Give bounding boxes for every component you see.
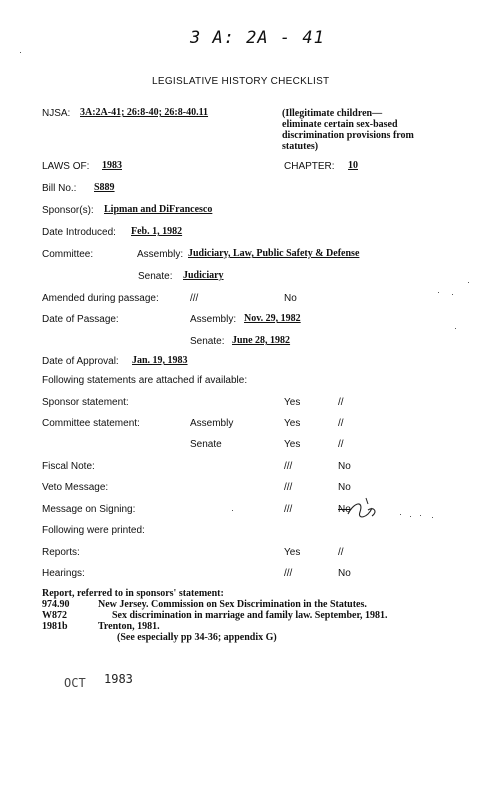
committee-statement-assembly: Assembly [190,418,234,429]
report-code: W872 [42,610,67,621]
sponsors-label: Sponsor(s): [42,205,94,216]
committee-assembly-value: Judiciary, Law, Public Safety & Defense [188,248,360,259]
description-line-4: statutes) [282,141,319,152]
scan-speck [400,514,401,515]
date-introduced-label: Date Introduced: [42,227,116,238]
scan-speck [432,517,433,518]
veto-message-answer: No [338,482,351,493]
report-heading: Report, referred to in sponsors' statement: [42,588,224,599]
scan-speck [452,294,453,295]
scan-speck [438,292,439,293]
report-text: Trenton, 1981. [98,621,160,632]
signing-message-mark: /// [284,504,293,515]
report-code: 974.90 [42,599,70,610]
handwritten-reference: 3 A: 2A - 41 [190,28,325,48]
scan-speck [420,515,421,516]
scan-speck [455,328,456,329]
description-line-3: discrimination provisions from [282,130,414,141]
veto-message-label: Veto Message: [42,482,109,493]
fiscal-note-mark: /// [284,461,293,472]
committee-statement-senate-mark: // [338,439,344,450]
scan-speck [468,282,469,283]
scan-speck [232,510,233,511]
passage-senate-label: Senate: [190,336,225,347]
amended-value: No [284,293,297,304]
report-text: New Jersey. Commission on Sex Discrimination in the Statutes. [98,599,367,610]
scan-speck [410,516,411,517]
reports-mark: // [338,547,344,558]
fiscal-note-label: Fiscal Note: [42,461,95,472]
signing-message-answer: No [338,504,351,515]
committee-senate-value: Judiciary [183,270,224,281]
committee-statement-assembly-answer: Yes [284,418,301,429]
amended-label: Amended during passage: [42,293,159,304]
sponsor-statement-mark: // [338,397,344,408]
report-code: 1981b [42,621,68,632]
committee-statement-senate: Senate [190,439,222,450]
sponsor-statement-answer: Yes [284,397,301,408]
signing-message-label: Message on Signing: [42,504,136,515]
date-introduced-value: Feb. 1, 1982 [131,226,183,237]
stamp-year: 1983 [104,672,133,686]
bill-no-value: S889 [94,182,115,193]
report-note: (See especially pp 34-36; appendix G) [117,632,277,643]
laws-of-value: 1983 [102,160,122,171]
description-line-2: eliminate certain sex-based [282,119,398,130]
hearings-answer: No [338,568,351,579]
handwritten-scribble-icon [342,494,384,524]
committee-statement-label: Committee statement: [42,418,140,429]
laws-of-label: LAWS OF: [42,161,90,172]
approval-value: Jan. 19, 1983 [132,355,188,366]
amended-mark: /// [190,293,199,304]
approval-label: Date of Approval: [42,356,119,367]
sponsor-statement-label: Sponsor statement: [42,397,129,408]
chapter-value: 10 [348,160,358,171]
njsa-value: 3A:2A-41; 26:8-40; 26:8-40.11 [80,107,209,118]
bill-no-label: Bill No.: [42,183,77,194]
passage-senate-value: June 28, 1982 [232,335,291,346]
report-text: Sex discrimination in marriage and family law. September, 1981. [112,610,388,621]
committee-label: Committee: [42,249,94,260]
following-printed-label: Following were printed: [42,525,145,536]
reports-label: Reports: [42,547,80,558]
njsa-label: NJSA: [42,108,71,119]
committee-senate-label: Senate: [138,271,173,282]
following-statements-label: Following statements are attached if available: [42,375,248,386]
hearings-label: Hearings: [42,568,85,579]
chapter-label: CHAPTER: [284,161,335,172]
committee-statement-assembly-mark: // [338,418,344,429]
passage-label: Date of Passage: [42,314,119,325]
scan-speck [20,52,21,53]
sponsors-value: Lipman and DiFrancesco [104,204,213,215]
veto-message-mark: /// [284,482,293,493]
description-line-1: (Illegitimate children— [282,108,383,119]
page-title: LEGISLATIVE HISTORY CHECKLIST [152,76,330,87]
committee-statement-senate-answer: Yes [284,439,301,450]
passage-assembly-value: Nov. 29, 1982 [244,313,301,324]
fiscal-note-answer: No [338,461,351,472]
reports-answer: Yes [284,547,301,558]
stamp-month: OCT [64,676,86,690]
passage-assembly-label: Assembly: [190,314,237,325]
committee-assembly-label: Assembly: [137,249,184,260]
hearings-mark: /// [284,568,293,579]
